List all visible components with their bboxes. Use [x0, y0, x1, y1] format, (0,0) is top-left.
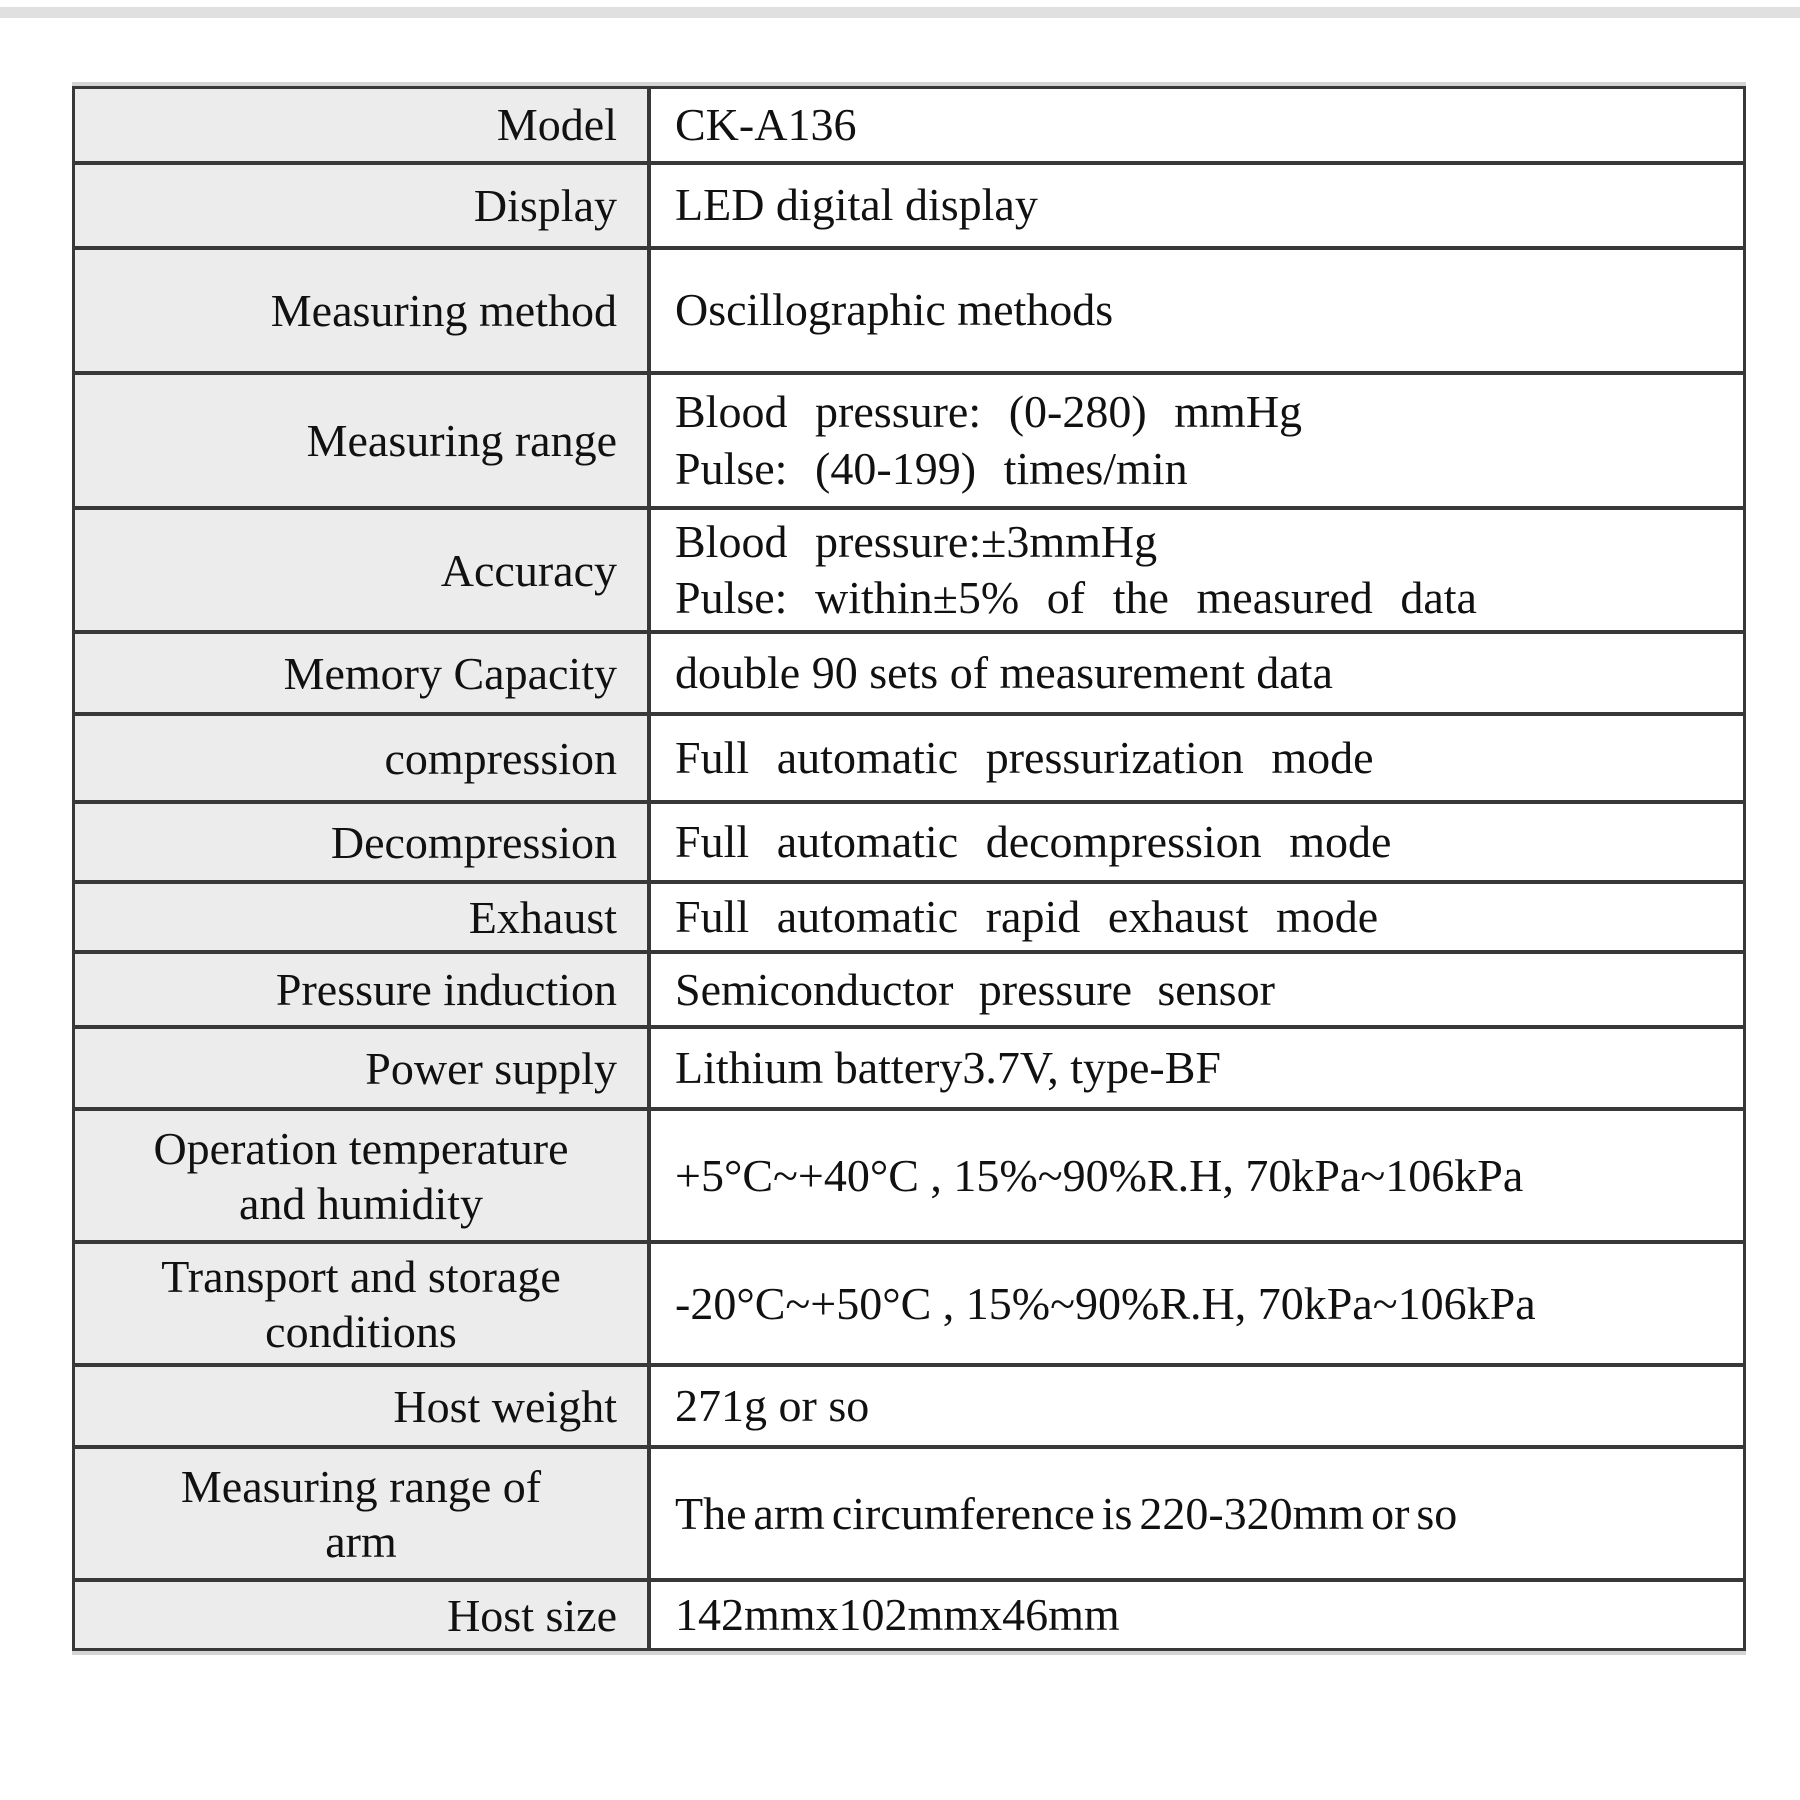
spec-value-cell	[651, 89, 1743, 161]
spec-label-text: Host weight	[393, 1380, 617, 1432]
spec-value-cell	[651, 1111, 1743, 1240]
spec-value-text: 271g or so	[675, 1380, 870, 1432]
spec-value-cell	[651, 165, 1743, 246]
spec-value-cell	[651, 954, 1743, 1025]
spec-label-cell	[75, 1029, 651, 1107]
spec-label-text: Display	[473, 179, 617, 231]
spec-value-cell	[651, 510, 1743, 630]
spec-label-cell	[75, 884, 651, 950]
spec-label-cell	[75, 165, 651, 246]
spec-label-text: Accuracy	[440, 544, 617, 596]
spec-value-cell	[651, 1029, 1743, 1107]
spec-label-cell	[75, 1449, 651, 1578]
spec-row	[75, 246, 1743, 371]
spec-label-text: Measuring range of	[180, 1460, 542, 1512]
spec-label-text: Exhaust	[468, 891, 617, 943]
spec-label-cell	[75, 1582, 651, 1648]
spec-label-cell	[75, 716, 651, 800]
spec-label-cell	[75, 375, 651, 506]
spec-label-text: Memory Capacity	[283, 647, 617, 699]
spec-value-text: The arm circumference is 220-320mm or so	[675, 1487, 1458, 1539]
spec-value-cell	[651, 1244, 1743, 1363]
spec-row	[75, 89, 1743, 161]
spec-value-text: CK-A136	[675, 98, 857, 150]
spec-value-cell	[651, 634, 1743, 712]
spec-label-text: Transport and storage	[161, 1250, 561, 1302]
spec-row	[75, 630, 1743, 712]
spec-label-cell	[75, 804, 651, 880]
spec-row	[75, 1578, 1743, 1648]
spec-value-text: Pulse: within±5% of the measured data	[675, 572, 1477, 624]
spec-table	[72, 86, 1746, 1651]
spec-label-text: Model	[496, 99, 617, 151]
spec-value-cell	[651, 375, 1743, 506]
spec-row	[75, 800, 1743, 880]
spec-value-text: Full automatic rapid exhaust mode	[675, 891, 1379, 943]
spec-value-text: Full automatic decompression mode	[675, 816, 1392, 868]
spec-value-text: LED digital display	[675, 179, 1038, 231]
spec-value-cell	[651, 1582, 1743, 1648]
spec-row	[75, 950, 1743, 1025]
spec-value-text: double 90 sets of measurement data	[675, 647, 1333, 699]
spec-label-cell	[75, 89, 651, 161]
spec-value-cell	[651, 250, 1743, 371]
spec-value-cell	[651, 716, 1743, 800]
spec-label-text: Decompression	[330, 816, 617, 868]
spec-label-cell	[75, 954, 651, 1025]
spec-label-text: arm	[325, 1515, 397, 1567]
spec-label-text: compression	[384, 732, 617, 784]
spec-row	[75, 1445, 1743, 1578]
spec-value-text: Lithium battery3.7V, type-BF	[675, 1042, 1222, 1094]
spec-label-text: Power supply	[365, 1042, 617, 1094]
spec-label-text: Measuring method	[270, 284, 617, 336]
spec-value-text: Oscillographic methods	[675, 284, 1114, 336]
spec-row	[75, 1363, 1743, 1445]
spec-row	[75, 371, 1743, 506]
spec-label-cell	[75, 250, 651, 371]
spec-value-text: Blood pressure:±3mmHg	[675, 516, 1158, 567]
spec-label-cell	[75, 1367, 651, 1445]
spec-value-text: Semiconductor pressure sensor	[675, 963, 1275, 1015]
spec-row	[75, 880, 1743, 950]
spec-label-text: and humidity	[238, 1177, 484, 1229]
spec-value-text: Pulse: (40-199) times/min	[675, 442, 1188, 494]
spec-label-text: Measuring range	[306, 414, 617, 466]
spec-value-cell	[651, 1449, 1743, 1578]
spec-label-cell	[75, 1244, 651, 1363]
spec-value-text: +5°C~+40°C , 15%~90%R.H, 70kPa~106kPa	[675, 1149, 1524, 1201]
spec-value-cell	[651, 1367, 1743, 1445]
spec-value-text: -20°C~+50°C , 15%~90%R.H, 70kPa~106kPa	[675, 1277, 1536, 1329]
spec-row	[75, 1240, 1743, 1363]
spec-row	[75, 1107, 1743, 1240]
spec-value-text: Blood pressure: (0-280) mmHg	[675, 386, 1303, 438]
spec-label-text: Operation temperature	[153, 1122, 569, 1174]
spec-label-text: Pressure induction	[275, 964, 617, 1016]
spec-label-cell	[75, 634, 651, 712]
spec-row	[75, 161, 1743, 246]
top-border-strip	[0, 7, 1800, 18]
spec-label-text: Host size	[447, 1589, 617, 1641]
spec-label-text: conditions	[265, 1305, 457, 1357]
spec-row	[75, 1025, 1743, 1107]
spec-value-cell	[651, 884, 1743, 950]
spec-label-cell	[75, 1111, 651, 1240]
spec-row	[75, 712, 1743, 800]
spec-value-text: 142mmx102mmx46mm	[675, 1589, 1120, 1641]
spec-row	[75, 506, 1743, 630]
spec-value-cell	[651, 804, 1743, 880]
spec-value-text: Full automatic pressurization mode	[675, 732, 1374, 784]
spec-label-cell	[75, 510, 651, 630]
